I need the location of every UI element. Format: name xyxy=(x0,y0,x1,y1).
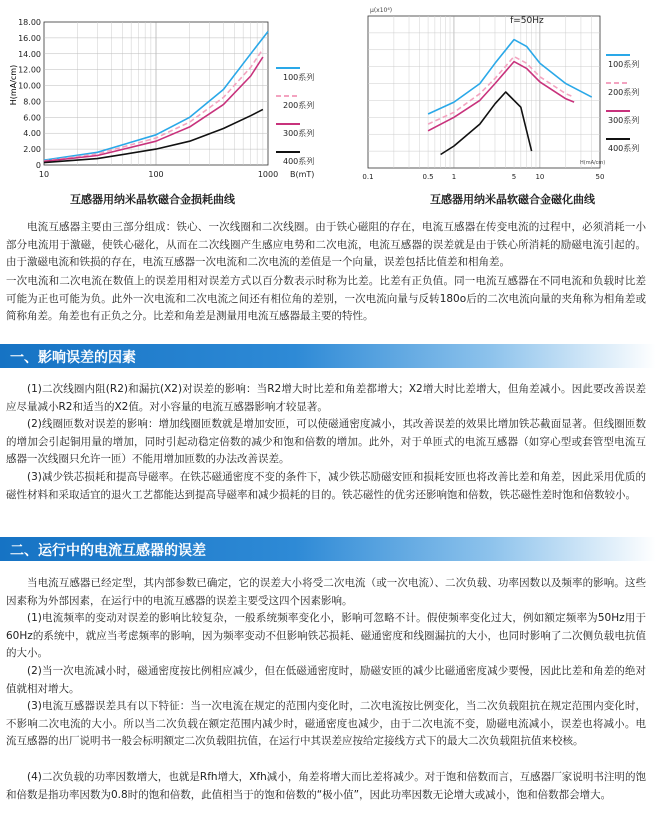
section-2-paragraph-1: (1)电流频率的变动对误差的影响比较复杂，一般系统频率变化小，影响可忽略不计。假使频率变化过大，例如额定频率为50Hz用于60Hz的系统中，就应当考虑频率的影响，因为频率变动不但影响铁芯损耗、磁通密度和线圈漏抗的大小，也同时影响了二次侧负载电抗值的大小。 xyxy=(6,612,646,659)
loss-chart-y-tick: 12.00 xyxy=(18,65,41,75)
loss-chart-x-tick: 100 xyxy=(148,170,164,179)
loss-chart-y-tick: 18.00 xyxy=(18,18,41,27)
section-1-paragraph-2: (2)线圈匝数对误差的影响：增加线圈匝数就是增加安匝，可以使磁通密度减小，其改善误差的效果比增加铁芯截面显著。但线圈匝数的增加会引起铜用量的增加，同时引起动稳定倍数的减少和饱和倍数的增加。此外，对于单匝式的电流互感器（如穿心型或套管型电流互感器一次线圈只允许一匝）不能用增加匝数的办法改善误差。 xyxy=(6,418,646,465)
section-2-paragraph-3: (3)电流互感器误差具有以下特征：当一次电流在规定的范围内变化时，二次电流按比例变化，当二次负载阻抗在规定范围内变化时，不影响二次电流的大小。所以当二次负载在额定范围内减少时，磁通密度也减少，由于二次电流不变，励磁电流减小，误差也将减小。电流互感器的出厂说明书一般会标明额定二次负载阻抗值，在运行中其误差应按给定接线方式下的最大二次负载阻抗值来校核。 xyxy=(6,700,646,747)
section-2-paragraph-4: (4)二次负载的功率因数增大，也就是Rfh增大，Xfh减小，角差将增大而比差将减少。对于饱和倍数而言，互感器厂家说明书注明的饱和倍数是指功率因数为0.8时的饱和倍数，此值相当于的饱和倍数的“极小值”，因此功率因数无论增大或减小，饱和倍数都会增大。 xyxy=(6,771,646,801)
section-2-banner xyxy=(0,537,656,561)
loss-chart-x-axis-label: B(mT) xyxy=(290,170,315,179)
magnetization-chart-plot-area xyxy=(368,16,600,168)
magnetization-chart-title: 互感器用纳米晶软磁合金磁化曲线 xyxy=(430,193,595,206)
loss-legend-label: 400系列 xyxy=(283,157,315,166)
magnetization-chart-x-tick: 1 xyxy=(451,173,457,181)
loss-legend-label: 100系列 xyxy=(283,73,315,82)
intro-paragraph-2: 一次电流和二次电流在数值上的误差用相对误差方式以百分数表示时称为比差。比差有正负值。同一电流互感器在不同电流和负载时比差可能为正也可能为负。此外一次电流和二次电流之间还有相位角的差别，一次电流向量与反转180o后的二次电流向量的夹角称为相角差或简称角差。角差也有正负之分。比差和角差是测量用电流互感器最主要的特性。 xyxy=(6,275,646,322)
loss-chart-y-tick: 4.00 xyxy=(23,129,41,139)
section-1-paragraph-1: (1)二次线圈内阻(R2)和漏抗(X2)对误差的影响：当R2增大时比差和角差都增大；X2增大时比差增大，但角差减小。因此要改善误差应尽量减小R2和适当的X2值。对小容量的电流互感器影响才较显著。 xyxy=(6,383,646,413)
loss-chart-y-tick: 8.00 xyxy=(23,97,41,107)
magnetization-chart-x-tick: 0.5 xyxy=(422,173,434,181)
intro-paragraph-1: 电流互感器主要由三部分组成：铁心、一次线圈和二次线圈。由于铁心磁阻的存在，电流互感器在传变电流的过程中，必须消耗一小部分电流用于激磁，使铁心磁化，从而在二次线圈产生感应电势和二次电流，电流互感器的误差就是由于铁心所消耗的励磁电流引起的。由于激磁电流和铁损的存在，电流互感器一次电流和二次电流的差值是一个向量，误差包括比值差和相角差。 xyxy=(6,221,646,268)
magnetization-chart-x-tick: 10 xyxy=(535,173,545,181)
loss-chart-y-tick: 2.00 xyxy=(23,145,41,155)
magnetization-curve-chart xyxy=(330,0,656,200)
loss-chart-y-tick: 16.00 xyxy=(18,33,41,43)
section-1-banner xyxy=(0,344,656,368)
section-1-title: 一、影响误差的因素 xyxy=(10,350,136,366)
loss-chart-y-tick: 10.00 xyxy=(18,81,41,91)
magnetization-legend-label: 300系列 xyxy=(608,116,640,125)
magnetization-legend-label: 200系列 xyxy=(608,88,640,97)
loss-chart-x-tick: 1000 xyxy=(257,170,279,179)
loss-chart-y-tick: 14.00 xyxy=(18,49,41,59)
section-2-paragraph-0: 当电流互感器已经定型，其内部参数已确定，它的误差大小将受二次电流（或一次电流）、二次负载、功率因数以及频率的影响。这些因素称为外部因素，在运行中的电流互感器的误差主要受这四个因素影响。 xyxy=(6,577,646,607)
loss-curve-chart xyxy=(0,0,330,200)
magnetization-chart-x-tick: 0.1 xyxy=(362,173,374,181)
loss-legend-label: 300系列 xyxy=(283,129,315,138)
magnetization-legend-label: 400系列 xyxy=(608,144,640,153)
section-2-paragraph-2: (2)当一次电流减小时，磁通密度按比例相应减少，但在低磁通密度时，励磁安匝的减少比磁通密度减少要慢，因此比差和角差的绝对值就相对增大。 xyxy=(6,665,646,695)
loss-chart-y-axis-label: H(mA/cm) xyxy=(9,64,18,106)
loss-chart-y-tick: 0 xyxy=(35,161,41,170)
magnetization-chart-x-tick: 5 xyxy=(511,173,517,181)
loss-chart-x-tick: 10 xyxy=(38,170,50,179)
section-1-paragraph-3: (3)减少铁芯损耗和提高导磁率。在铁芯磁通密度不变的条件下，减少铁芯励磁安匝和损耗安匝也将改善比差和角差，因此采用优质的磁性材料和采取适宜的退火工艺都能达到提高导磁率和减少损耗的目的。铁芯磁性的优劣还影响饱和倍数，铁芯磁性差时饱和倍数较小。 xyxy=(6,471,646,501)
magnetization-legend-label: 100系列 xyxy=(608,60,640,69)
magnetization-chart-grid xyxy=(368,16,600,168)
section-2-title: 二、运行中的电流互感器的误差 xyxy=(10,543,206,559)
frequency-annotation: f=50Hz xyxy=(510,15,544,26)
loss-chart-title: 互感器用纳米晶软磁合金损耗曲线 xyxy=(70,193,235,206)
magnetization-chart-x-axis-label: H(mA/cm) xyxy=(580,160,606,166)
magnetization-chart-x-tick: 50 xyxy=(595,173,605,181)
magnetization-chart-y-axis-label: μ(x10⁴) xyxy=(370,7,393,14)
loss-legend-label: 200系列 xyxy=(283,101,315,110)
loss-chart-y-tick: 6.00 xyxy=(23,113,41,123)
